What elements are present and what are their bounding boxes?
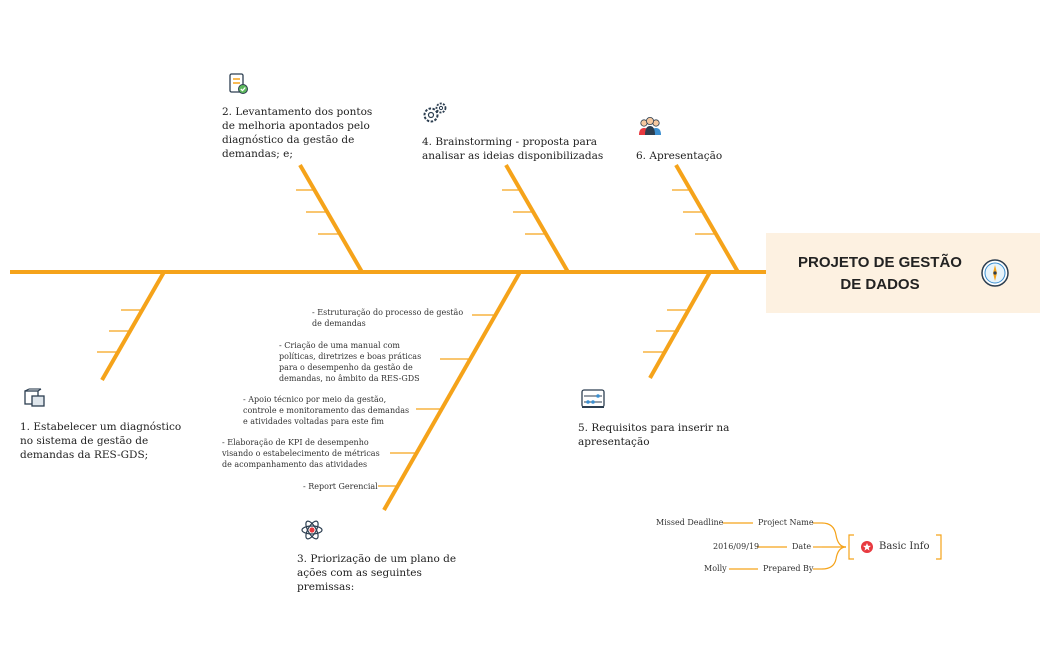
bone-c4 [506, 165, 568, 272]
prepared-by-key: Prepared By [763, 564, 814, 573]
category-1-label: 1. Estabelecer um diagnóstico no sistema de gestão de demandas da RES-GDS; [20, 421, 182, 461]
atom-icon [300, 518, 324, 542]
c3-item-4: - Elaboração de KPI de desempenho visando o estabelecimento de métricas de acompanhamento das atividades [222, 438, 380, 469]
c3-item-3: - Apoio técnico por meio da gestão, controle e monitoramento das demandas e atividades voltadas para este fim [243, 395, 410, 426]
bone-c5 [650, 272, 710, 378]
diagram-title: PROJETO DE GESTÃO DE DADOS [798, 254, 962, 293]
project-name-value: Missed Deadline [656, 518, 724, 527]
star-badge-icon [860, 540, 874, 554]
bone-c2 [300, 165, 362, 272]
category-3-label: 3. Priorização de um plano de ações com as seguintes premissas: [297, 553, 457, 593]
basic-info-label: Basic Info [879, 541, 930, 552]
c3-item-5: - Report Gerencial [303, 482, 378, 491]
checklist-icon [228, 73, 248, 95]
c3-item-1: - Estruturação do processo de gestão de demandas [312, 308, 464, 328]
category-5-label: 5. Requisitos para inserir na apresentação [578, 422, 730, 448]
bone-c6 [676, 165, 738, 272]
c3-item-2: - Criação de uma manual com políticas, diretrizes e boas práticas para o desempenho da gestão de demandas, no âmbito da RES-GDS [279, 341, 422, 383]
abacus-icon [580, 388, 606, 410]
project-name-key: Project Name [758, 518, 814, 527]
gears-icon [422, 102, 448, 124]
team-icon [636, 116, 664, 136]
category-2-label: 2. Levantamento dos pontos de melhoria apontados pelo diagnóstico da gestão de demandas; e; [222, 106, 373, 160]
prepared-by-value: Molly [704, 564, 727, 573]
compass-icon [980, 258, 1010, 288]
box-icon [23, 388, 47, 408]
date-value: 2016/09/19 [713, 542, 760, 551]
category-4-label: 4. Brainstorming - proposta para analisar as ideias disponibilizadas [422, 136, 604, 162]
category-6-label: 6. Apresentação [636, 150, 723, 162]
bone-c1 [102, 272, 164, 380]
date-key: Date [792, 542, 812, 551]
